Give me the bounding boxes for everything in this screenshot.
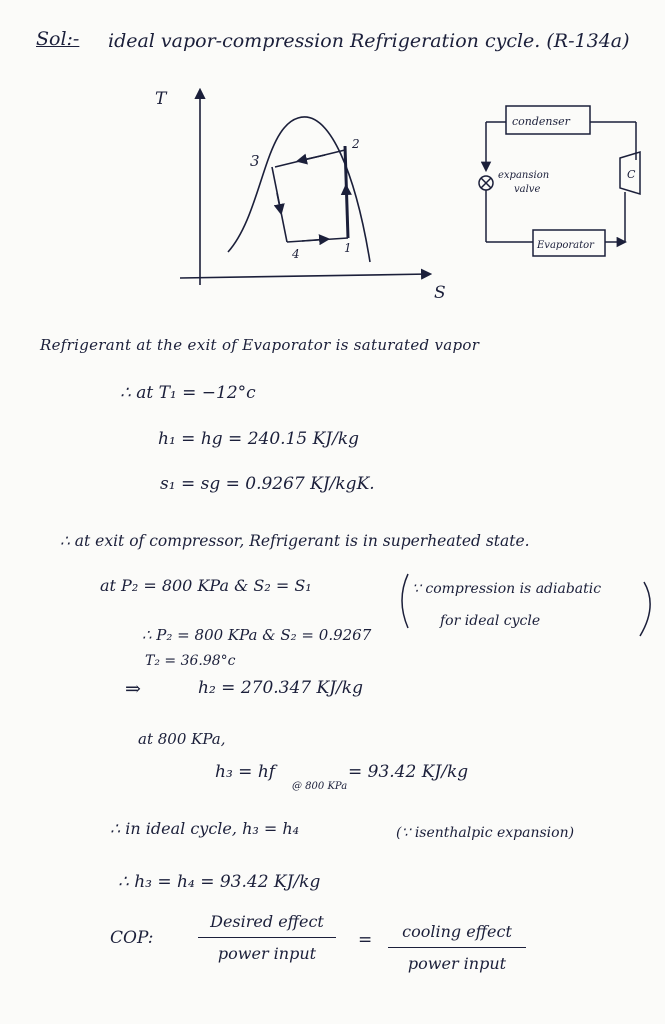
expansion-valve-label-1: expansion xyxy=(498,170,550,181)
state2-enthalpy: h₂ = 270.347 KJ/kg xyxy=(198,678,363,698)
desired-effect-text: Desired effect xyxy=(210,912,324,931)
isenthalpic-note: (∵ isenthalpic expansion) xyxy=(396,825,575,841)
point-1-label: 1 xyxy=(344,241,352,255)
state3-enthalpy-lhs: h₃ = hf xyxy=(215,762,276,782)
power-input-text-1: power input xyxy=(217,944,317,963)
compressor-label: C xyxy=(627,168,636,181)
point-2-label: 2 xyxy=(352,137,360,151)
t-axis-label: T xyxy=(155,89,167,109)
state1-temperature: ∴ at T₁ = −12°c xyxy=(120,383,256,403)
state3-enthalpy-subscript: @ 800 KPa xyxy=(292,781,348,792)
cop-fraction-2 xyxy=(388,922,526,973)
point-3-label: 3 xyxy=(250,152,260,170)
state2-temperature: T₂ = 36.98°c xyxy=(145,653,236,669)
cop-fraction-1 xyxy=(198,912,336,963)
cooling-effect-text: cooling effect xyxy=(402,922,512,941)
power-input-text-2: power input xyxy=(407,954,507,973)
adiabatic-note-line2: for ideal cycle xyxy=(440,613,541,629)
ideal-cycle-statement: ∴ in ideal cycle, h₃ = h₄ xyxy=(110,819,300,838)
state1-entropy: s₁ = sg = 0.9267 KJ/kgK. xyxy=(160,474,375,494)
evaporator-label: Evaporator xyxy=(537,240,594,251)
cop-label: COP: xyxy=(110,928,154,948)
compressor-exit-statement: ∴ at exit of compressor, Refrigerant is in superheated state. xyxy=(60,532,530,550)
implies-arrow: ⇒ xyxy=(125,678,141,700)
state1-enthalpy: h₁ = hg = 240.15 KJ/kg xyxy=(158,429,360,449)
state2-conditions: at P₂ = 800 KPa & S₂ = S₁ xyxy=(100,576,312,595)
equals-sign: = xyxy=(358,930,373,950)
expansion-valve-label-2: valve xyxy=(514,184,541,195)
evaporator-exit-statement: Refrigerant at the exit of Evaporator is saturated vapor xyxy=(40,336,480,354)
s-axis-label: S xyxy=(434,283,446,303)
state2-values: ∴ P₂ = 800 KPa & S₂ = 0.9267 xyxy=(142,626,372,644)
problem-title: ideal vapor-compression Refrigeration cycle. (R-134a) xyxy=(108,30,630,52)
state3-pressure: at 800 KPa, xyxy=(138,730,226,748)
solution-label: Sol:- xyxy=(36,28,80,50)
state4-enthalpy: ∴ h₃ = h₄ = 93.42 KJ/kg xyxy=(118,872,321,892)
condenser-label: condenser xyxy=(512,115,570,128)
point-4-label: 4 xyxy=(292,247,300,261)
state3-enthalpy-rhs: = 93.42 KJ/kg xyxy=(348,762,469,782)
adiabatic-note-line1: ∵ compression is adiabatic xyxy=(412,581,602,597)
